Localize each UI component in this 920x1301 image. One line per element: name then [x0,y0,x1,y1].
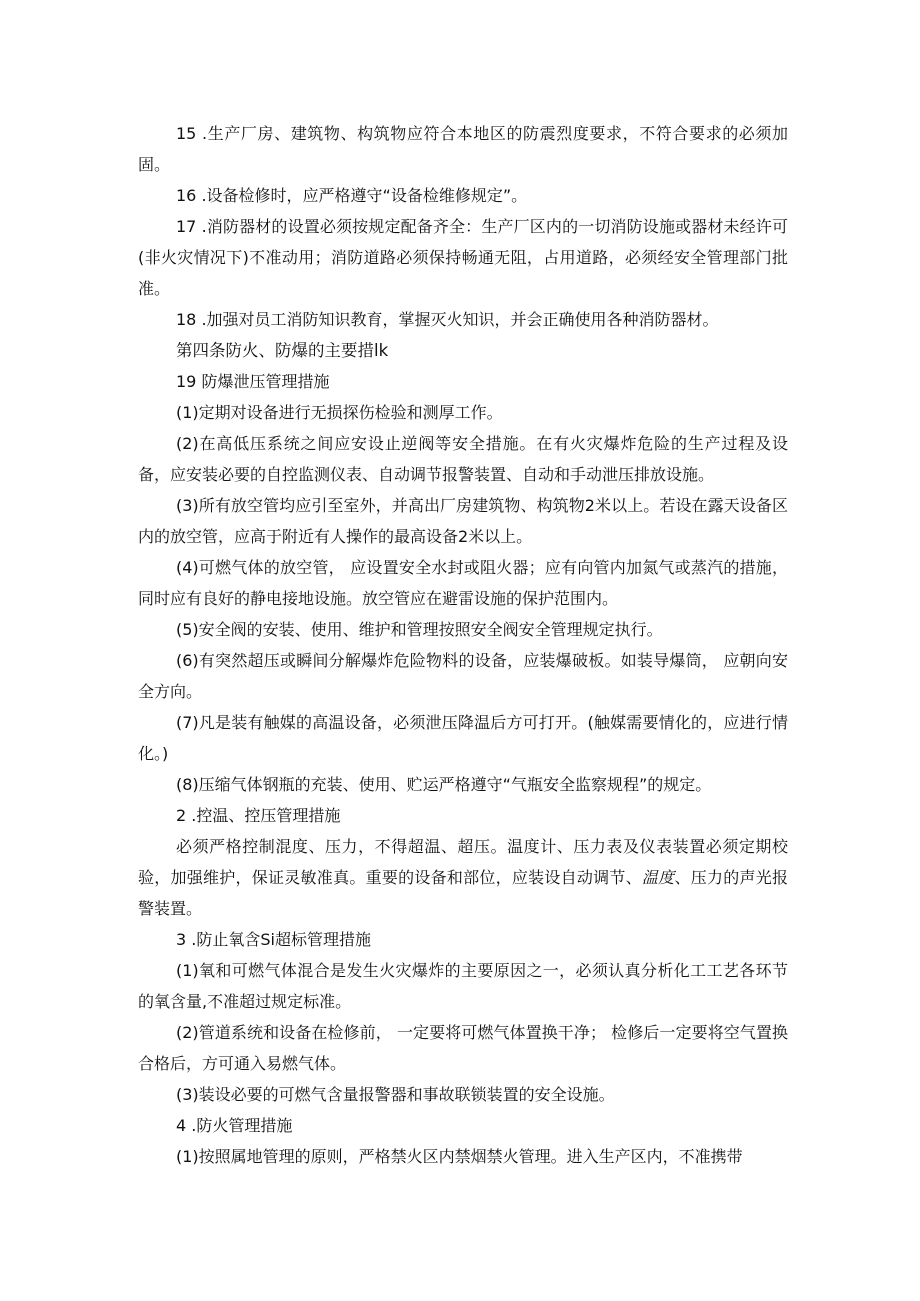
item-6-rupture-disc: (6)有突然超压或瞬间分解爆炸危险物料的设备，应装爆破板。如装导爆筒， 应朝向安全方向。 [138,651,788,701]
item-oxygen-3: (3)装设必要的可燃气含量报警器和事故联锁装置的安全设施。 [176,1085,615,1104]
subheading-2: 2 .控温、控压管理措施 [176,806,341,825]
paragraph-17: 17 .消防器材的设置必须按规定配备齐全：生产厂区内的一切消防设施或器材未经许可(非火灾情况下)不准动用；消防道路必须保持畅通无阻，占用道路，必须经安全管理部门批准。 [138,217,788,298]
paragraph-temperature-pressure-italic-word: 温度 [641,868,675,887]
item-7-catalyst: (7)凡是装有触媒的高温设备，必须泄压降温后方可打开。(触媒需要情化的，应进行情化。) [138,713,788,763]
item-3-vent-pipe: (3)所有放空管均应引至室外，并高出厂房建筑物、构筑物2米以上。若设在露天设备区内的放空管，应高于附近有人操作的最高设备2米以上。 [138,496,788,546]
paragraph-16: 16 .设备检修时，应严格遵守“设备检维修规定”。 [176,186,528,205]
item-fire-1: (1)按照属地管理的原则，严格禁火区内禁烟禁火管理。进入生产区内，不准携带 [176,1147,743,1166]
item-oxygen-1: (1)氧和可燃气体混合是发生火灾爆炸的主要原因之一，必须认真分析化工工艺各环节的氧含量,不准超过规定标准。 [138,961,788,1011]
paragraph-18: 18 .加强对员工消防知识教育，掌握灭火知识，并会正确使用各种消防器材。 [176,310,719,329]
paragraph-temperature-pressure [138,831,788,924]
item-1-inspection: (1)定期对设备进行无损探伤检验和测厚工作。 [176,403,503,422]
subheading-3: 3 .防止氧含Si超标管理措施 [176,930,371,949]
item-oxygen-2: (2)管道系统和设备在检修前， 一定要将可燃气体置换干净； 检修后一定要将空气置换合格后，方可通入易燃气体。 [138,1023,788,1073]
paragraph-15: 15 .生产厂房、建筑物、构筑物应符合本地区的防震烈度要求，不符合要求的必须加固。 [138,124,788,174]
section-heading-article-4: 第四条防火、防爆的主要措lk [176,341,389,360]
subheading-4: 4 .防火管理措施 [176,1116,293,1135]
item-2-check-valve: (2)在高低压系统之间应安设止逆阀等安全措施。在有火灾爆炸危险的生产过程及设备，应安装必要的自控监测仪表、自动调节报警装置、自动和手动泄压排放设施。 [138,434,788,484]
paragraph-temperature-pressure-part-a: 必须严格控制混度、压力，不得超温、超压。温度计、压力表及仪表装置必须定期校验，加强维护，保证灵敏准真。重要的设备和部位，应装设自动调节、 [138,837,788,887]
paragraph-temperature-pressure-part-c: 、压力的声光报警装置。 [138,868,788,918]
item-8-gas-cylinder: (8)压缩气体钢瓶的充装、使用、贮运严格遵守“气瓶安全监察规程”的规定。 [176,775,712,794]
item-4-flammable-vent: (4)可燃气体的放空管， 应设置安全水封或阻火器；应有向管内加氮气或蒸汽的措施，同时应有良好的静电接地设施。放空管应在避雷设施的保护范围内。 [138,558,788,608]
item-5-safety-valve: (5)安全阀的安装、使用、维护和管理按照安全阀安全管理规定执行。 [176,620,663,639]
subheading-19: 19 防爆泄压管理措施 [176,372,330,391]
